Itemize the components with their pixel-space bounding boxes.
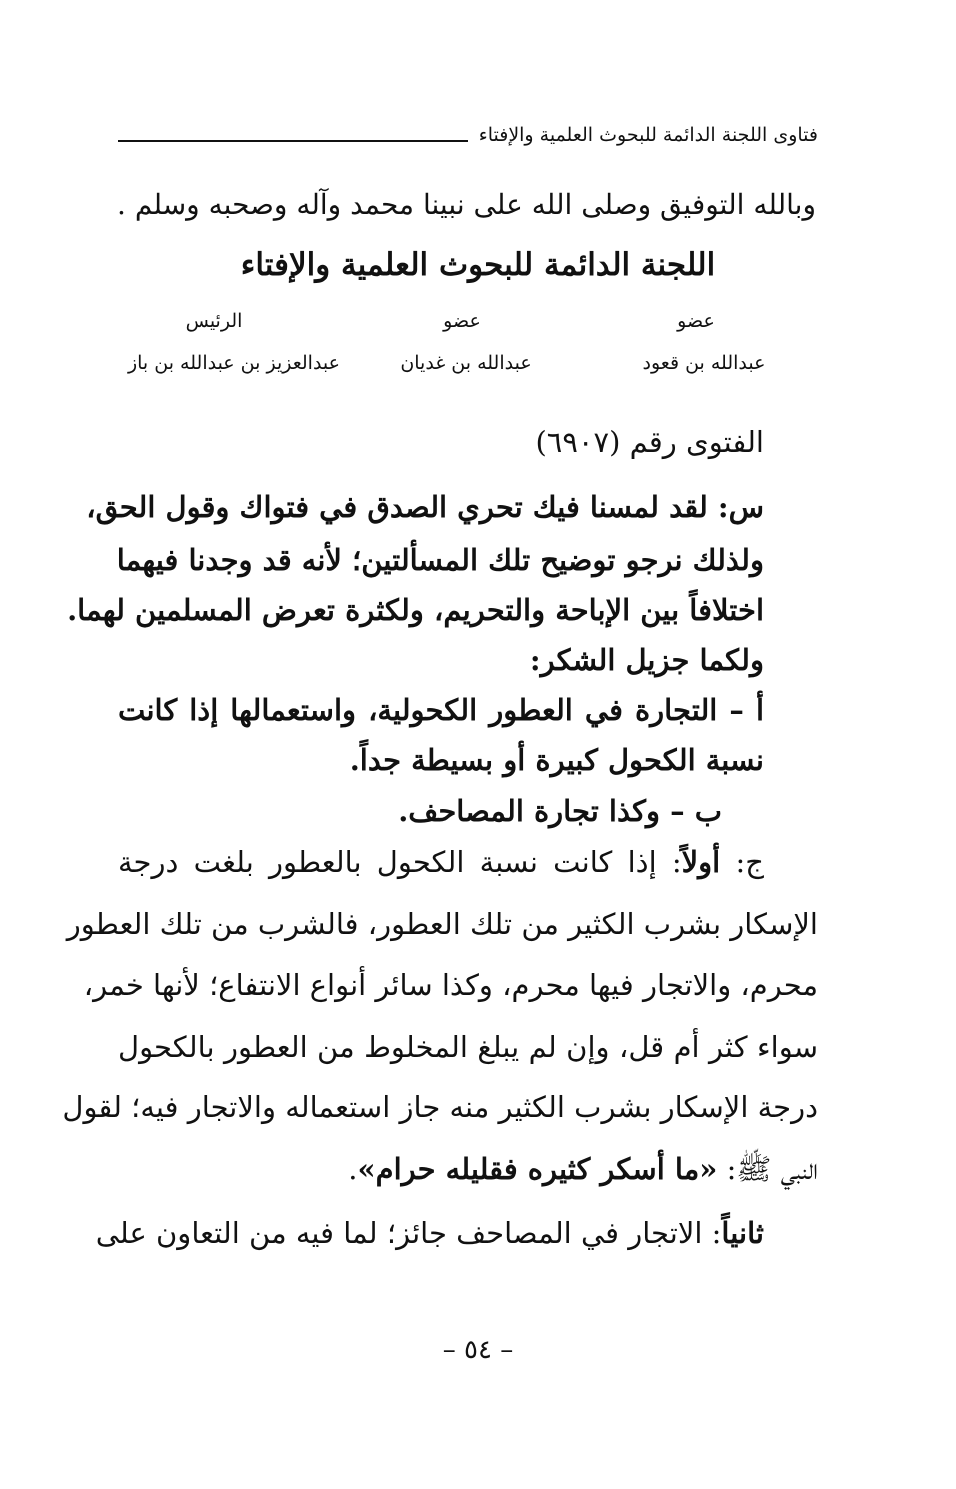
committee-title: اللجنة الدائمة للبحوث العلمية والإفتاء <box>240 247 716 283</box>
answer-second-rest: : الاتجار في المصاحف جائز؛ لما فيه من التعاون على <box>95 1216 722 1250</box>
signatory-role-1: عضو <box>677 310 715 332</box>
answer-line-1 <box>118 845 764 879</box>
answer-prefix: ج: <box>720 845 764 879</box>
question-item-a-cont: نسبة الكحول كبيرة أو بسيطة جداً. <box>349 743 764 777</box>
fatwa-number: الفتوى رقم (٦٩٠٧) <box>535 425 764 459</box>
signatory-name-2: عبدالله بن غديان <box>400 352 532 374</box>
header-rule <box>118 140 468 142</box>
answer-line-4: سواء كثر أم قل، وإن لم يبلغ المخلوط من العطور بالكحول <box>118 1030 818 1064</box>
hadith-prefix: النبي ﷺ: <box>717 1152 818 1186</box>
question-line-1: س: لقد لمسنا فيك تحري الصدق في فتواك وقول الحق، <box>86 490 764 524</box>
question-item-b: ب – وكذا تجارة المصاحف. <box>398 794 722 828</box>
answer-second-line <box>95 1216 764 1250</box>
answer-first-rest: : إذا كانت نسبة الكحول بالعطور بلغت درجة <box>118 845 682 879</box>
hadith-quote: «ما أسكر كثيره فقليله حرام» <box>357 1152 718 1186</box>
closing-line: وبالله التوفيق وصلى الله على نبينا محمد وآله وصحبه وسلم . <box>117 188 816 221</box>
answer-line-5: درجة الإسكار بشرب الكثير منه جاز استعماله والاتجار فيه؛ لقول <box>62 1090 818 1124</box>
question-line-3: اختلافاً بين الإباحة والتحريم، ولكثرة تعرض المسلمين لهما. <box>67 593 764 627</box>
answer-line-3: محرم، والاتجار فيها محرم، وكذا سائر أنواع الانتفاع؛ لأنها خمر، <box>83 968 818 1002</box>
page-number: – ٥٤ – <box>442 1335 514 1365</box>
answer-second-label: ثانياً <box>721 1216 764 1250</box>
signatory-name-1: عبدالله بن قعود <box>642 352 766 374</box>
question-item-a: أ – التجارة في العطور الكحولية، واستعمالها إذا كانت <box>118 693 764 727</box>
hadith-suffix: . <box>348 1152 358 1186</box>
question-line-2: ولذلك نرجو توضيح تلك المسألتين؛ لأنه قد وجدنا فيهما <box>116 543 764 577</box>
answer-hadith-line <box>348 1152 818 1194</box>
answer-line-2: الإسكار بشرب الكثير من تلك العطور، فالشرب من تلك العطور <box>66 907 818 941</box>
signatory-name-3: عبدالعزيز بن عبدالله بن باز <box>127 352 341 374</box>
running-header: فتاوى اللجنة الدائمة للبحوث العلمية والإفتاء <box>478 124 818 146</box>
answer-first-label: أولاً <box>681 845 721 879</box>
question-line-4: ولكما جزيل الشكر: <box>529 643 764 677</box>
signatory-role-3: الرئيس <box>185 310 243 332</box>
signatory-role-2: عضو <box>443 310 481 332</box>
